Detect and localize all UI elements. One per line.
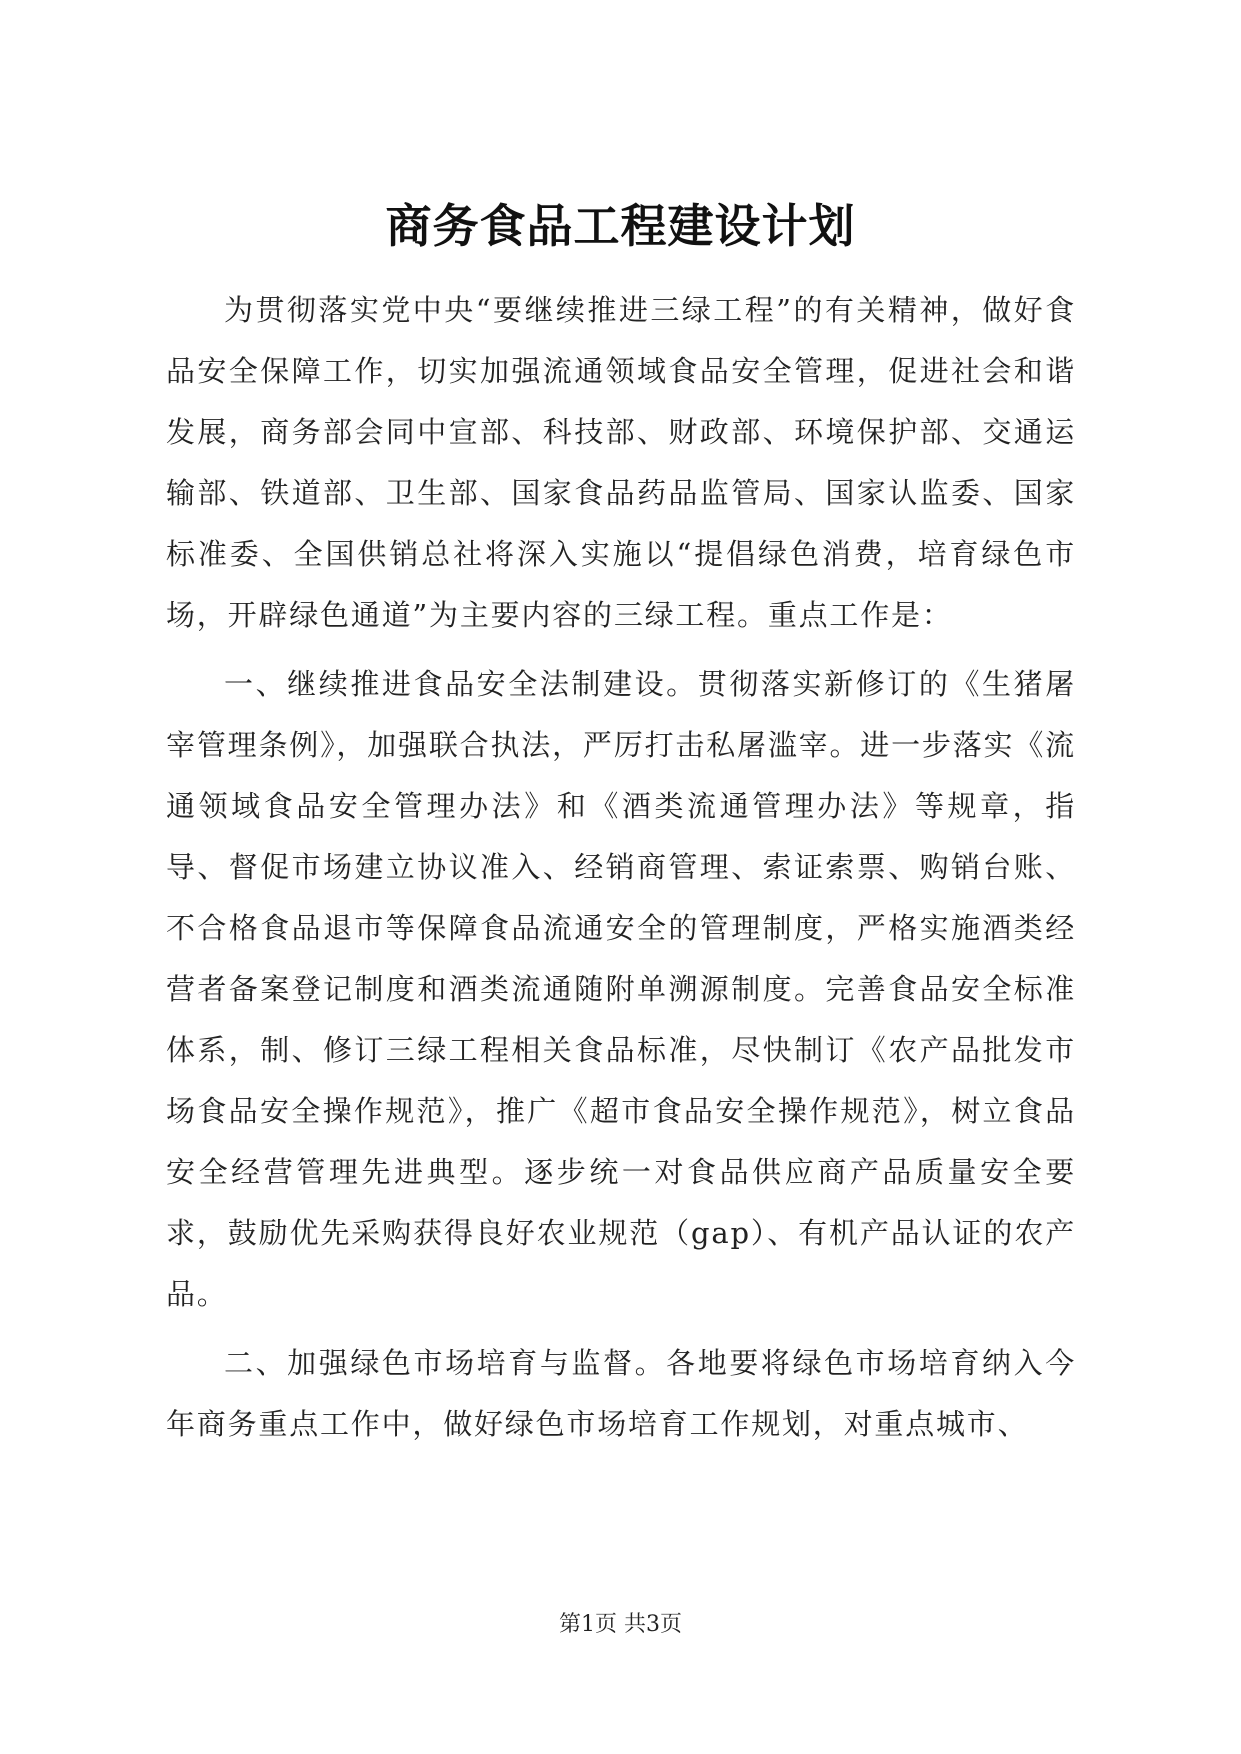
document-body <box>166 280 1076 1463</box>
section-two-paragraph: 二、加强绿色市场培育与监督。各地要将绿色市场培育纳入今年商务重点工作中，做好绿色市场培育工作规划，对重点城市、 <box>166 1346 1076 1441</box>
section-one-paragraph: 一、继续推进食品安全法制建设。贯彻落实新修订的《生猪屠宰管理条例》，加强联合执法，严厉打击私屠滥宰。进一步落实《流通领域食品安全管理办法》和《酒类流通管理办法》等规章，指导、督促市场建立协议准入、经销商管理、索证索票、购销台账、不合格食品退市等保障食品流通安全的管理制度，严格实施酒类经营者备案登记制度和酒类流通随附单溯源制度。完善食品安全标准体系，制、修订三绿工程相关食品标准，尽快制订《农产品批发市场食品安全操作规范》，推广《超市食品安全操作规范》，树立食品安全经营管理先进典型。逐步统一对食品供应商产品质量安全要求，鼓励优先采购获得良好农业规范（gap）、有机产品认证的农产品。 <box>166 667 1076 1311</box>
document-title: 商务食品工程建设计划 <box>385 199 856 253</box>
page-number-footer: 第1页 共3页 <box>559 1612 682 1637</box>
intro-paragraph: 为贯彻落实党中央“要继续推进三绿工程”的有关精神，做好食品安全保障工作，切实加强流通领域食品安全管理，促进社会和谐发展，商务部会同中宣部、科技部、财政部、环境保护部、交通运输部、铁道部、卫生部、国家食品药品监管局、国家认监委、国家标准委、全国供销总社将深入实施以“提倡绿色消费，培育绿色市场，开辟绿色通道”为主要内容的三绿工程。重点工作是： <box>166 293 1076 632</box>
